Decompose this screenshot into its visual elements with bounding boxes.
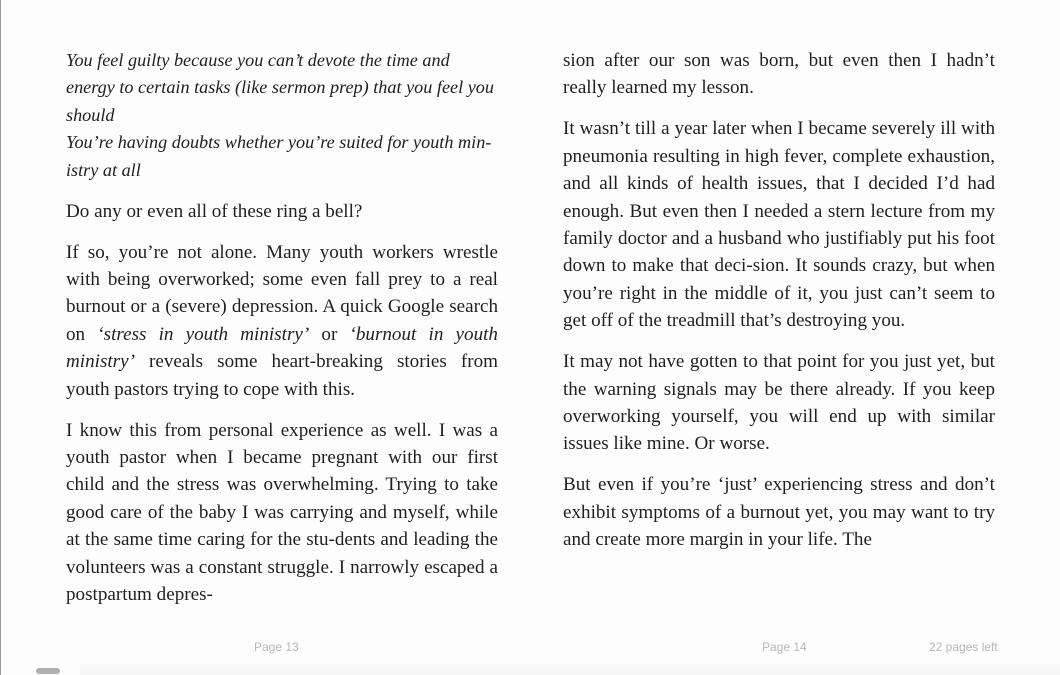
italic-bullet-1: You feel guilty because you can’t devote the time and energy to certain tasks (like sermon prep) that you feel you should	[66, 50, 494, 125]
page-number-left: Page 13	[254, 640, 299, 654]
pages-remaining: 22 pages left	[929, 640, 998, 654]
paragraph: It may not have gotten to that point for you just yet, but the warning signals may be there already. If you keep overworking yourself, you will end up with similar issues like mine. Or worse.	[563, 351, 995, 455]
paragraph: I know this from personal experience as well. I was a youth pastor when I became pregnant with our first child and the stress was overwhelming. Trying to take good care of the baby I was carrying and myself, while at the same time caring for the stu-dents and leading the volunteers was a constant struggle. I narrowly escaped a postpartum depres-	[66, 419, 498, 606]
paragraph: But even if you’re ‘just’ experiencing stress and don’t exhibit symptoms of a burnout yet, you may want to try and create more margin in your life. The	[563, 474, 995, 551]
paragraph: It wasn’t till a year later when I became severely ill with pneumonia resulting in high fever, complete exhaustion, and all kinds of health issues, that I decided I’d had enough. But even then I needed a stern lecture from my family doctor and a husband who justifiably put his foot down to make that deci-sion. It sounds crazy, but when you’re right in the middle of it, you just can’t seem to get off of the treadmill that’s destroying you.	[563, 118, 995, 332]
text-run: reveals some heart-breaking stories from youth pastors trying to cope with this.	[66, 351, 498, 400]
scroll-indicator[interactable]	[36, 668, 60, 674]
paragraph: Do any or even all of these ring a bell?	[66, 200, 363, 222]
italic-bullet-2: You’re having doubts whether you’re suited for youth min-istry at all	[66, 132, 492, 180]
emphasis-text: ‘stress in youth ministry’	[97, 323, 310, 345]
bottom-shadow	[80, 661, 1060, 675]
right-page-text	[563, 47, 995, 567]
text-run: If so, you’re not alone. Many youth workers wrestle with being overworked; some even fall prey to a real burnout or a (severe) depression. A quick Google search on	[66, 241, 498, 345]
emphasis-text: ‘burnout in youth ministry’	[66, 323, 498, 373]
paragraph: sion after our son was born, but even then I hadn’t really learned my lesson.	[563, 50, 995, 99]
left-page-text	[66, 47, 498, 622]
text-run: or	[309, 323, 350, 345]
window-edge	[0, 0, 1, 675]
paragraph	[66, 239, 498, 403]
page-number-right: Page 14	[762, 640, 807, 654]
